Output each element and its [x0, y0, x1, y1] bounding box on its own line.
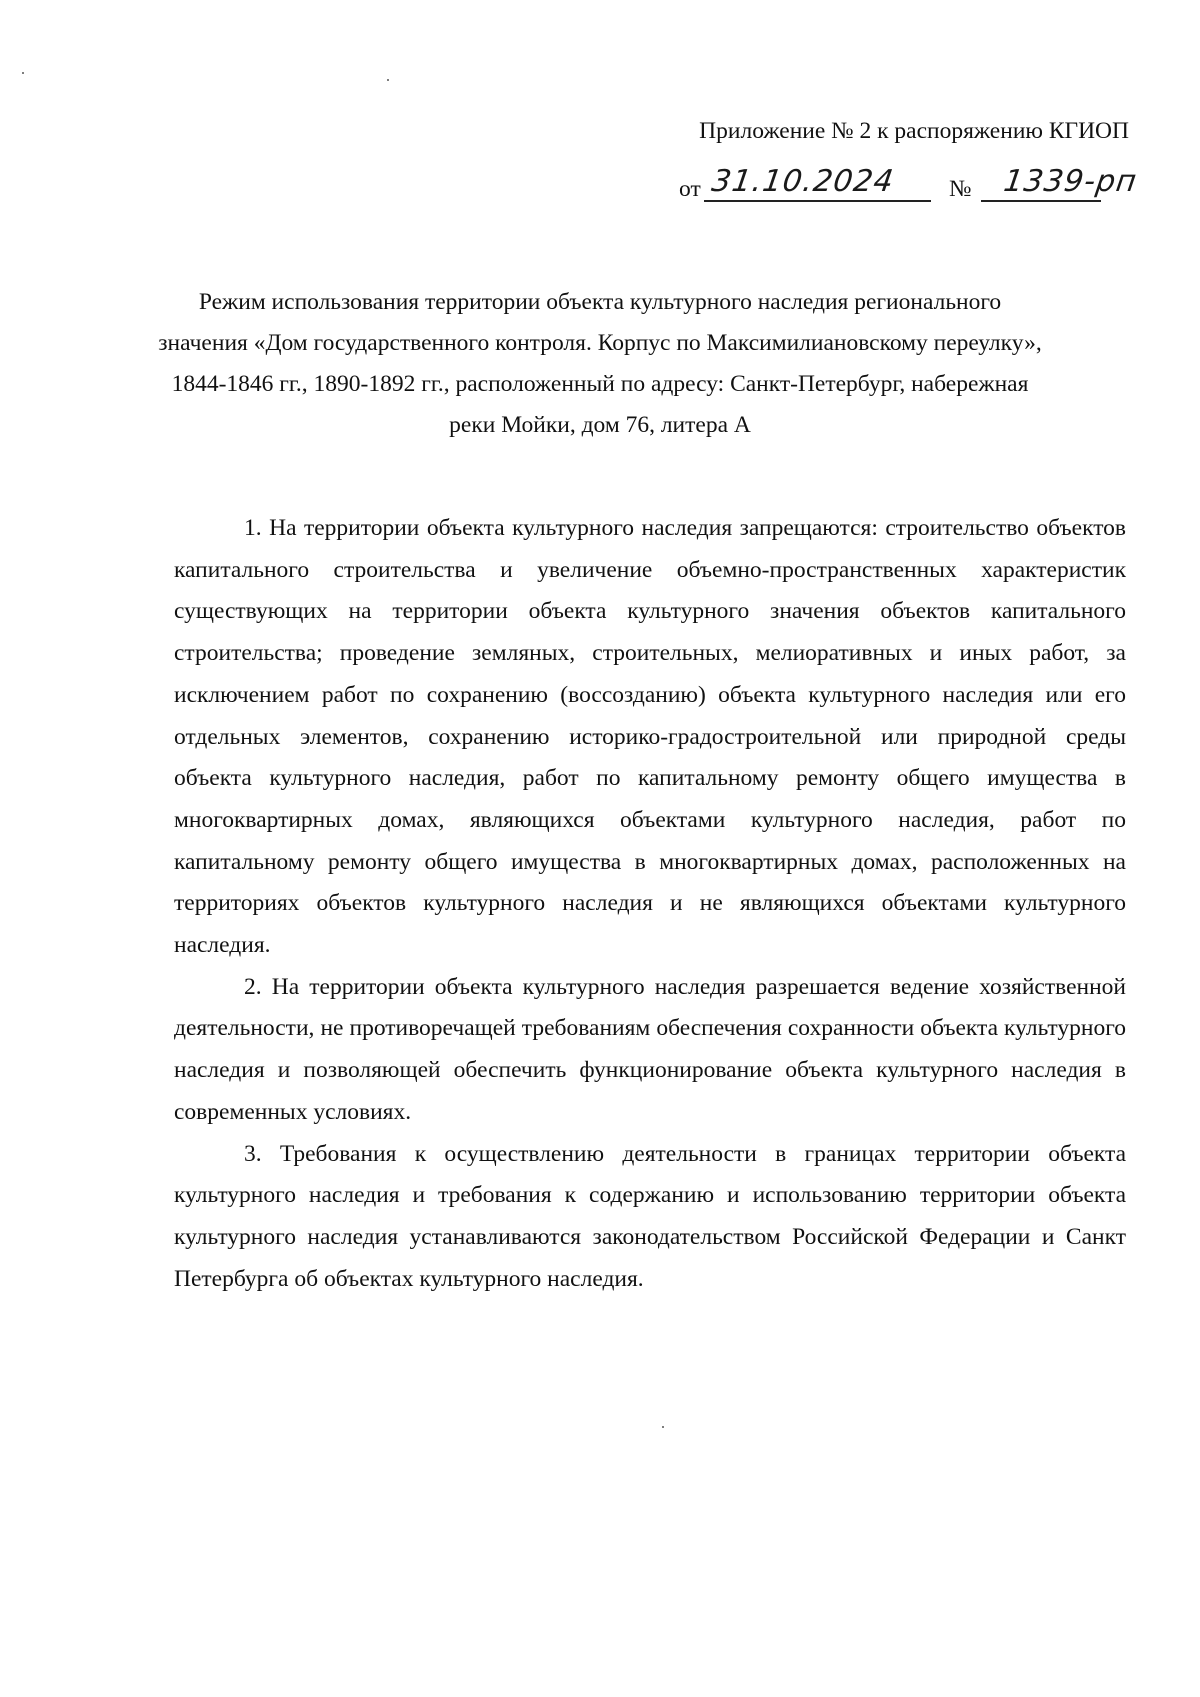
scan-speck — [387, 79, 389, 81]
scan-speck — [662, 1426, 664, 1428]
number-prefix: № — [949, 176, 972, 202]
paragraph-2: 2. На территории объекта культурного наследия разрешается ведение хозяйственной деятельности, не противоречащей требованиям обеспечения сохранности объекта культурного наследия и позволяющей обеспечить функционирование объекта культурного наследия в современных условиях. — [174, 973, 1126, 1125]
paragraph-1: 1. На территории объекта культурного наследия запрещаются: строительство объектов капитального строительства и увеличение объемно-пространственных характеристик существующих на территории объекта культурного значения объектов капитального строительства; проведение земляных, строительных, мелиоративных и иных работ, за исключением работ по сохранению (воссозданию) объекта культурного наследия или его отдельных элементов, сохранению историко-градостроительной или природной среды объекта культурного наследия, работ по капитальному ремонту общего имущества в многоквартирных домах, являющихся объектами культурного наследия, работ по капитальному ремонту общего имущества в многоквартирных домах, расположенных на территориях объектов культурного наследия и не являющихся объектами культурного наследия. — [174, 515, 1126, 959]
document-body — [174, 508, 1126, 1300]
handwritten-date: 31.10.2024 — [709, 164, 897, 199]
date-underline — [704, 200, 931, 202]
number-underline — [981, 200, 1101, 202]
date-prefix: от — [679, 176, 701, 202]
document-title: Режим использования территории объекта культурного наследия регионального значения «Дом государственного контроля. Корпус по Максимилиановскому переулку», 1844-1846 гг., 1890-1892 гг., расположенный по адресу: Санкт-Петербург, набережная реки Мойки, дом 76, литера А — [158, 289, 1042, 438]
order-reference — [679, 164, 1159, 208]
appendix-heading: Приложение № 2 к распоряжению КГИОП — [699, 118, 1129, 144]
handwritten-number: 1339-рп — [1001, 164, 1140, 199]
scan-speck — [22, 72, 24, 74]
paragraph-3: 3. Требования к осуществлению деятельности в границах территории объекта культурного наследия и требования к содержанию и использованию территории объекта культурного наследия устанавливаются законодательством Российской Федерации и Санкт Петербурга об объектах культурного наследия. — [174, 1140, 1126, 1292]
